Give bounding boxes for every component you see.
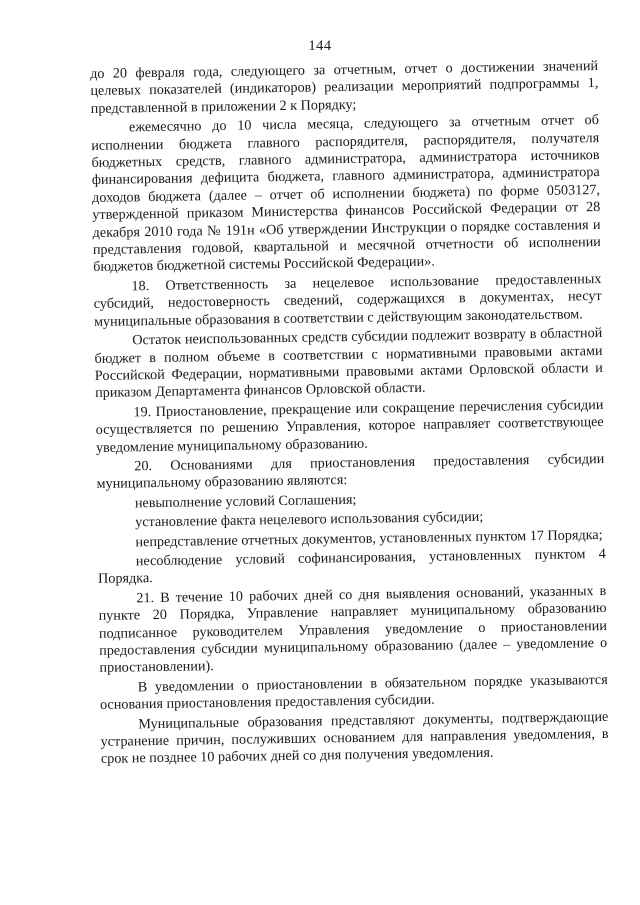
paragraph-21-notification: 21. В течение 10 рабочих дней со дня выявления оснований, указанных в пункте 20 Порядка, Управление направляет муниципальному образованию подписанное руководителем Управления уведомление о приостановлении предоставления субсидии муниципальному образованию (далее – уведомление о приостановлении). xyxy=(98,582,608,677)
paragraph-unused-balance: Остаток неиспользованных средств субсидии подлежит возврату в областной бюджет в полном объеме в соответствии с нормативными правовыми актами Российской Федерации, нормативными правовыми актами Орловской области и приказом Департамента финансов Орловской области. xyxy=(94,325,603,402)
paragraph-reporting-deadline: до 20 февраля года, следующего за отчетным, отчет о достижении значений целевых показателей (индикаторов) реализации мероприятий подпрограммы 1, представленной в приложении 2 к Порядку; xyxy=(90,58,599,117)
paragraph-18-responsibility: 18. Ответственность за нецелевое использование предоставленных субсидий, недостоверность сведений, содержащихся в документах, несут муниципальные образования в соответствии с действующим законодательством. xyxy=(93,270,602,330)
list-item-agreement-breach: невыполнение условий Соглашения; xyxy=(134,491,357,512)
list-item-missing-reports: непредставление отчетных документов, установленных пунктом 17 Порядка; xyxy=(135,526,603,550)
list-item-misuse: установление факта нецелевого использования субсидии; xyxy=(135,509,484,531)
paragraph-municipal-documents: Муниципальные образования представляют документы, подтверждающие устранение причин, послуживших основанием для направления уведомления, в срок не позднее 10 рабочих дней со дня получения уведомления. xyxy=(100,708,609,768)
list-item-cofinancing: несоблюдение условий софинансирования, установленных пунктом 4 Порядка. xyxy=(97,545,606,588)
paragraph-notification-grounds: В уведомлении о приостановлении в обязательном порядке указываются основания приостановления предоставления субсидии. xyxy=(99,671,608,714)
document-body xyxy=(90,58,609,771)
paragraph-19-suspension: 19. Приостановление, прекращение или сокращение перечисления субсидии осуществляется по решению Управления, которое направляет соответствующее уведомление муниципальному образованию. xyxy=(95,396,604,456)
paragraph-monthly-report: ежемесячно до 10 числа месяца, следующего за отчетным отчет об исполнении бюджета главного распорядителя, распорядителя, получателя бюджетных средств, главного администратора, администратора источников финансирования дефицита бюджета, главного администратора, администратора доходов бюджета (далее – отчет об исполнении бюджета) по форме 0503127, утвержденной приказом Министерства финансов Российской Федерации от 28 декабря 2010 года № 191н «Об утверждении Инструкции о порядке составления и представления годовой, квартальной и месячной отчетности об исполнении бюджетов бюджетной системы Российской Федерации». xyxy=(91,112,601,276)
paragraph-20-grounds: 20. Основаниями для приостановления предоставления субсидии муниципальному образованию являются: xyxy=(96,450,605,493)
page-number: 144 xyxy=(308,38,332,54)
